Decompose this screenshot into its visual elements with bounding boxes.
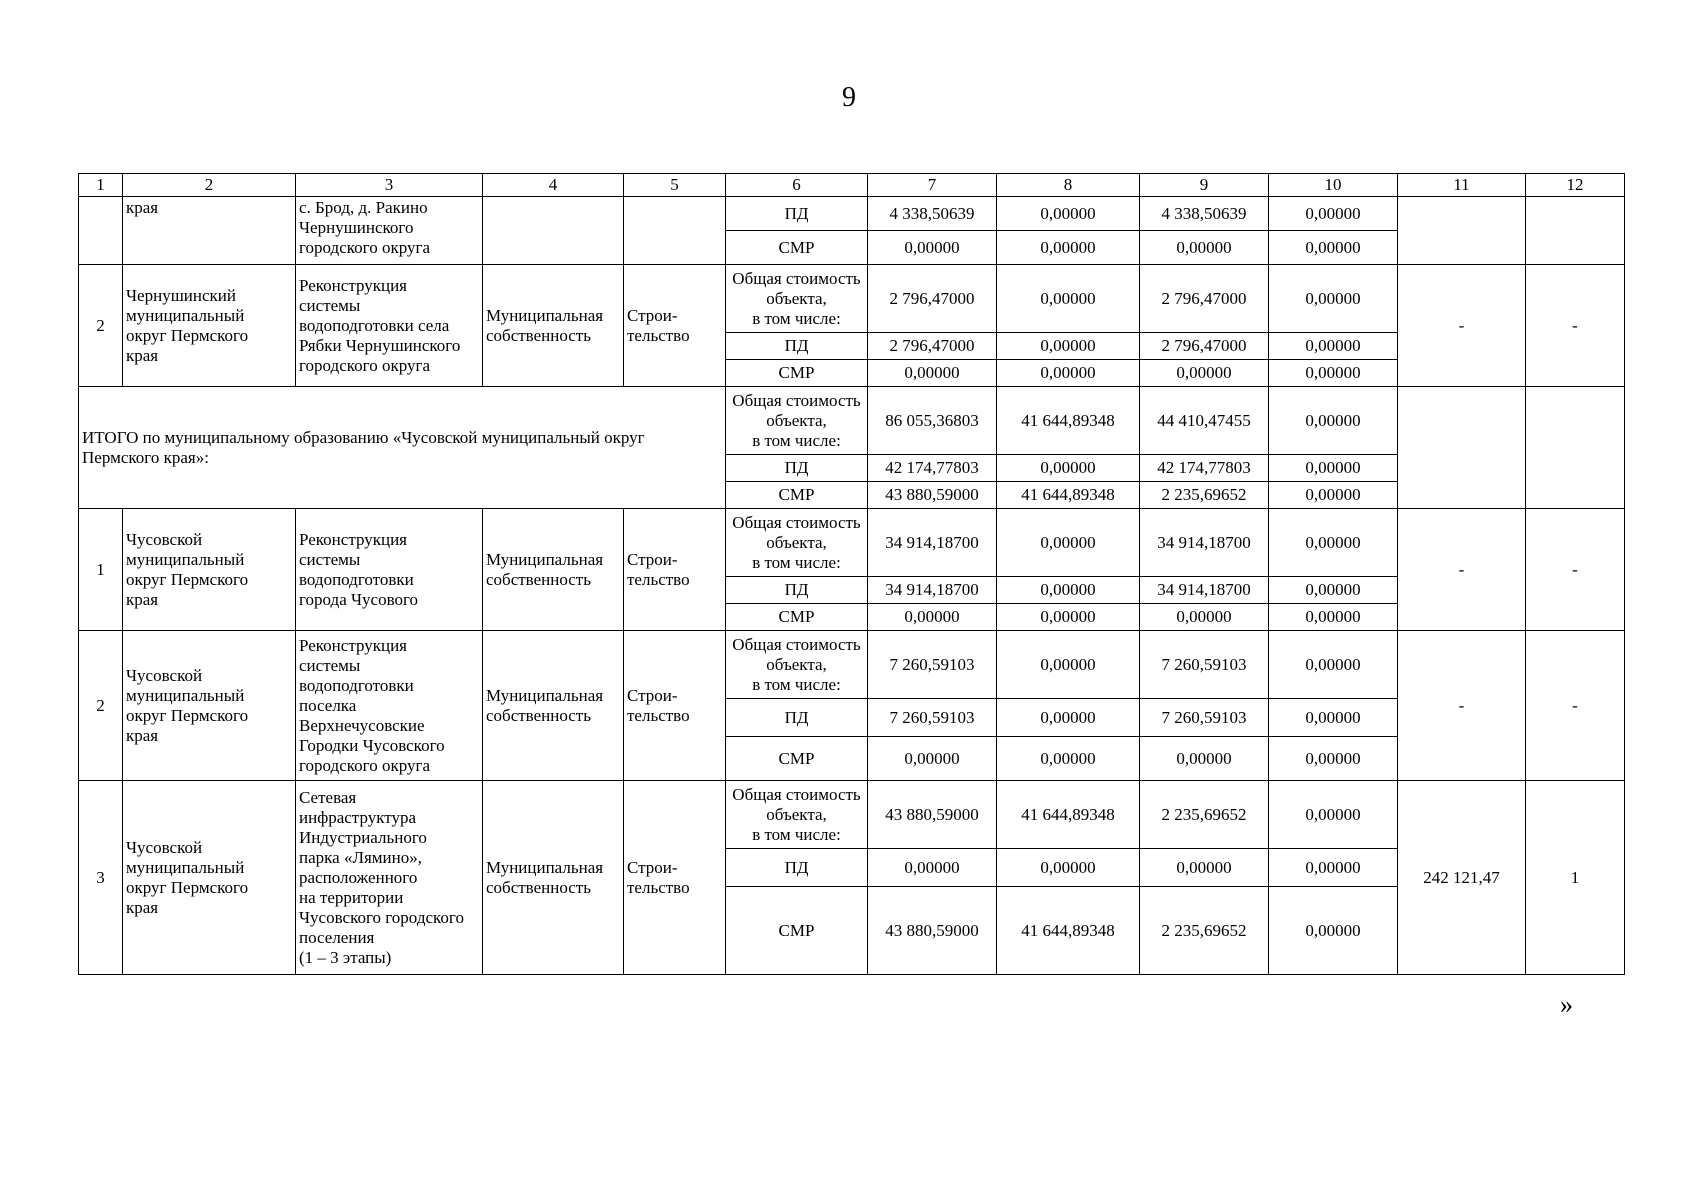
col12-cell: -: [1526, 265, 1625, 387]
cost-type-smr: СМР: [726, 604, 868, 631]
value-cell: 0,00000: [868, 360, 997, 387]
column-number: 11: [1398, 174, 1526, 197]
value-cell: 0,00000: [1269, 333, 1398, 360]
value-cell: 0,00000: [1269, 849, 1398, 887]
object-name-cell: Реконструкция системы водоподготовки поселка Верхнечусовские Городки Чусовского городского округа: [296, 631, 483, 781]
column-number: 9: [1140, 174, 1269, 197]
value-cell: 34 914,18700: [868, 577, 997, 604]
value-cell: 2 796,47000: [1140, 333, 1269, 360]
work-type-cell: Строи- тельство: [624, 509, 726, 631]
value-cell: 0,00000: [1269, 197, 1398, 231]
municipality-cell: края: [123, 197, 296, 265]
ownership-cell: [483, 197, 624, 265]
column-number: 3: [296, 174, 483, 197]
value-cell: 0,00000: [1269, 781, 1398, 849]
value-cell: 0,00000: [1140, 604, 1269, 631]
value-cell: 0,00000: [1269, 577, 1398, 604]
value-cell: 0,00000: [1269, 699, 1398, 737]
value-cell: 4 338,50639: [1140, 197, 1269, 231]
value-cell: 0,00000: [1269, 231, 1398, 265]
column-number: 12: [1526, 174, 1625, 197]
object-name-cell: Реконструкция системы водоподготовки села Рябки Чернушинского городского округа: [296, 265, 483, 387]
value-cell: 2 235,69652: [1140, 482, 1269, 509]
value-cell: 0,00000: [1269, 265, 1398, 333]
work-type-cell: Строи- тельство: [624, 781, 726, 975]
value-cell: 0,00000: [997, 699, 1140, 737]
value-cell: 7 260,59103: [868, 699, 997, 737]
col12-cell: 1: [1526, 781, 1625, 975]
table-row: [79, 631, 1625, 699]
value-cell: 0,00000: [1140, 849, 1269, 887]
value-cell: 0,00000: [1140, 231, 1269, 265]
column-number: 5: [624, 174, 726, 197]
col12-cell: [1526, 387, 1625, 509]
cost-type-smr: СМР: [726, 360, 868, 387]
col11-cell: -: [1398, 509, 1526, 631]
column-number: 6: [726, 174, 868, 197]
municipality-cell: Чернушинский муниципальный округ Пермского края: [123, 265, 296, 387]
value-cell: 0,00000: [1140, 737, 1269, 781]
col11-cell: [1398, 197, 1526, 265]
col12-cell: -: [1526, 631, 1625, 781]
municipality-cell: Чусовской муниципальный округ Пермского края: [123, 509, 296, 631]
value-cell: 0,00000: [1269, 455, 1398, 482]
value-cell: 0,00000: [1269, 482, 1398, 509]
cost-type-smr: СМР: [726, 737, 868, 781]
total-row: [79, 387, 1625, 455]
value-cell: 43 880,59000: [868, 482, 997, 509]
col11-cell: -: [1398, 631, 1526, 781]
page-number: 9: [842, 82, 856, 113]
table-row: [79, 781, 1625, 849]
investment-table: [78, 173, 1625, 975]
value-cell: 0,00000: [868, 849, 997, 887]
municipality-cell: Чусовской муниципальный округ Пермского края: [123, 781, 296, 975]
value-cell: 41 644,89348: [997, 482, 1140, 509]
col11-cell: -: [1398, 265, 1526, 387]
value-cell: 34 914,18700: [1140, 577, 1269, 604]
cost-type-smr: СМР: [726, 887, 868, 975]
value-cell: 0,00000: [997, 631, 1140, 699]
column-number: 4: [483, 174, 624, 197]
cost-type-total: Общая стоимость объекта, в том числе:: [726, 509, 868, 577]
value-cell: 42 174,77803: [1140, 455, 1269, 482]
value-cell: 2 235,69652: [1140, 781, 1269, 849]
work-type-cell: [624, 197, 726, 265]
table-row: [79, 197, 1625, 231]
value-cell: 43 880,59000: [868, 781, 997, 849]
row-number: [79, 197, 123, 265]
value-cell: 2 796,47000: [868, 333, 997, 360]
value-cell: 4 338,50639: [868, 197, 997, 231]
value-cell: 0,00000: [1269, 387, 1398, 455]
object-name-cell: Реконструкция системы водоподготовки города Чусового: [296, 509, 483, 631]
value-cell: 41 644,89348: [997, 781, 1140, 849]
value-cell: 86 055,36803: [868, 387, 997, 455]
row-number: 3: [79, 781, 123, 975]
value-cell: 0,00000: [1269, 604, 1398, 631]
cost-type-pd: ПД: [726, 333, 868, 360]
row-number: 2: [79, 265, 123, 387]
value-cell: 41 644,89348: [997, 887, 1140, 975]
value-cell: 0,00000: [868, 604, 997, 631]
value-cell: 2 796,47000: [1140, 265, 1269, 333]
column-number: 10: [1269, 174, 1398, 197]
value-cell: 0,00000: [1269, 509, 1398, 577]
value-cell: 0,00000: [1269, 887, 1398, 975]
ownership-cell: Муниципальная собственность: [483, 781, 624, 975]
column-number: 8: [997, 174, 1140, 197]
object-name-cell: Сетевая инфраструктура Индустриального парка «Лямино», расположенного на территории Чусовского городского поселения (1 – 3 этапы): [296, 781, 483, 975]
value-cell: 34 914,18700: [868, 509, 997, 577]
value-cell: 2 796,47000: [868, 265, 997, 333]
value-cell: 0,00000: [997, 360, 1140, 387]
value-cell: 0,00000: [997, 455, 1140, 482]
value-cell: 0,00000: [997, 509, 1140, 577]
value-cell: 0,00000: [997, 265, 1140, 333]
cost-type-pd: ПД: [726, 455, 868, 482]
col11-cell: 242 121,47: [1398, 781, 1526, 975]
cost-type-total: Общая стоимость объекта, в том числе:: [726, 387, 868, 455]
cost-type-smr: СМР: [726, 231, 868, 265]
row-number: 1: [79, 509, 123, 631]
column-number: 1: [79, 174, 123, 197]
col12-cell: -: [1526, 509, 1625, 631]
value-cell: 0,00000: [868, 231, 997, 265]
value-cell: 0,00000: [868, 737, 997, 781]
ownership-cell: Муниципальная собственность: [483, 509, 624, 631]
value-cell: 0,00000: [1140, 360, 1269, 387]
value-cell: 0,00000: [997, 737, 1140, 781]
table-row: [79, 509, 1625, 577]
column-number-row: [79, 174, 1625, 197]
col11-cell: [1398, 387, 1526, 509]
cost-type-total: Общая стоимость объекта, в том числе:: [726, 631, 868, 699]
value-cell: 7 260,59103: [1140, 699, 1269, 737]
total-label: ИТОГО по муниципальному образованию «Чусовской муниципальный округ Пермского края»:: [79, 387, 726, 509]
column-number: 7: [868, 174, 997, 197]
value-cell: 43 880,59000: [868, 887, 997, 975]
value-cell: 0,00000: [997, 197, 1140, 231]
value-cell: 7 260,59103: [1140, 631, 1269, 699]
ownership-cell: Муниципальная собственность: [483, 631, 624, 781]
value-cell: 44 410,47455: [1140, 387, 1269, 455]
ownership-cell: Муниципальная собственность: [483, 265, 624, 387]
value-cell: 7 260,59103: [868, 631, 997, 699]
cost-type-total: Общая стоимость объекта, в том числе:: [726, 265, 868, 333]
column-number: 2: [123, 174, 296, 197]
cost-type-pd: ПД: [726, 197, 868, 231]
value-cell: 0,00000: [1269, 737, 1398, 781]
col12-cell: [1526, 197, 1625, 265]
value-cell: 0,00000: [997, 604, 1140, 631]
object-name-cell: с. Брод, д. Ракино Чернушинского городского округа: [296, 197, 483, 265]
cost-type-pd: ПД: [726, 699, 868, 737]
value-cell: 0,00000: [997, 849, 1140, 887]
closing-quote: »: [1560, 990, 1573, 1019]
table-row: [79, 265, 1625, 333]
work-type-cell: Строи- тельство: [624, 631, 726, 781]
municipality-cell: Чусовской муниципальный округ Пермского края: [123, 631, 296, 781]
value-cell: 34 914,18700: [1140, 509, 1269, 577]
value-cell: 0,00000: [1269, 360, 1398, 387]
value-cell: 0,00000: [997, 577, 1140, 604]
row-number: 2: [79, 631, 123, 781]
value-cell: 0,00000: [1269, 631, 1398, 699]
value-cell: 2 235,69652: [1140, 887, 1269, 975]
value-cell: 41 644,89348: [997, 387, 1140, 455]
work-type-cell: Строи- тельство: [624, 265, 726, 387]
value-cell: 0,00000: [997, 333, 1140, 360]
value-cell: 42 174,77803: [868, 455, 997, 482]
cost-type-pd: ПД: [726, 577, 868, 604]
cost-type-smr: СМР: [726, 482, 868, 509]
value-cell: 0,00000: [997, 231, 1140, 265]
cost-type-pd: ПД: [726, 849, 868, 887]
cost-type-total: Общая стоимость объекта, в том числе:: [726, 781, 868, 849]
